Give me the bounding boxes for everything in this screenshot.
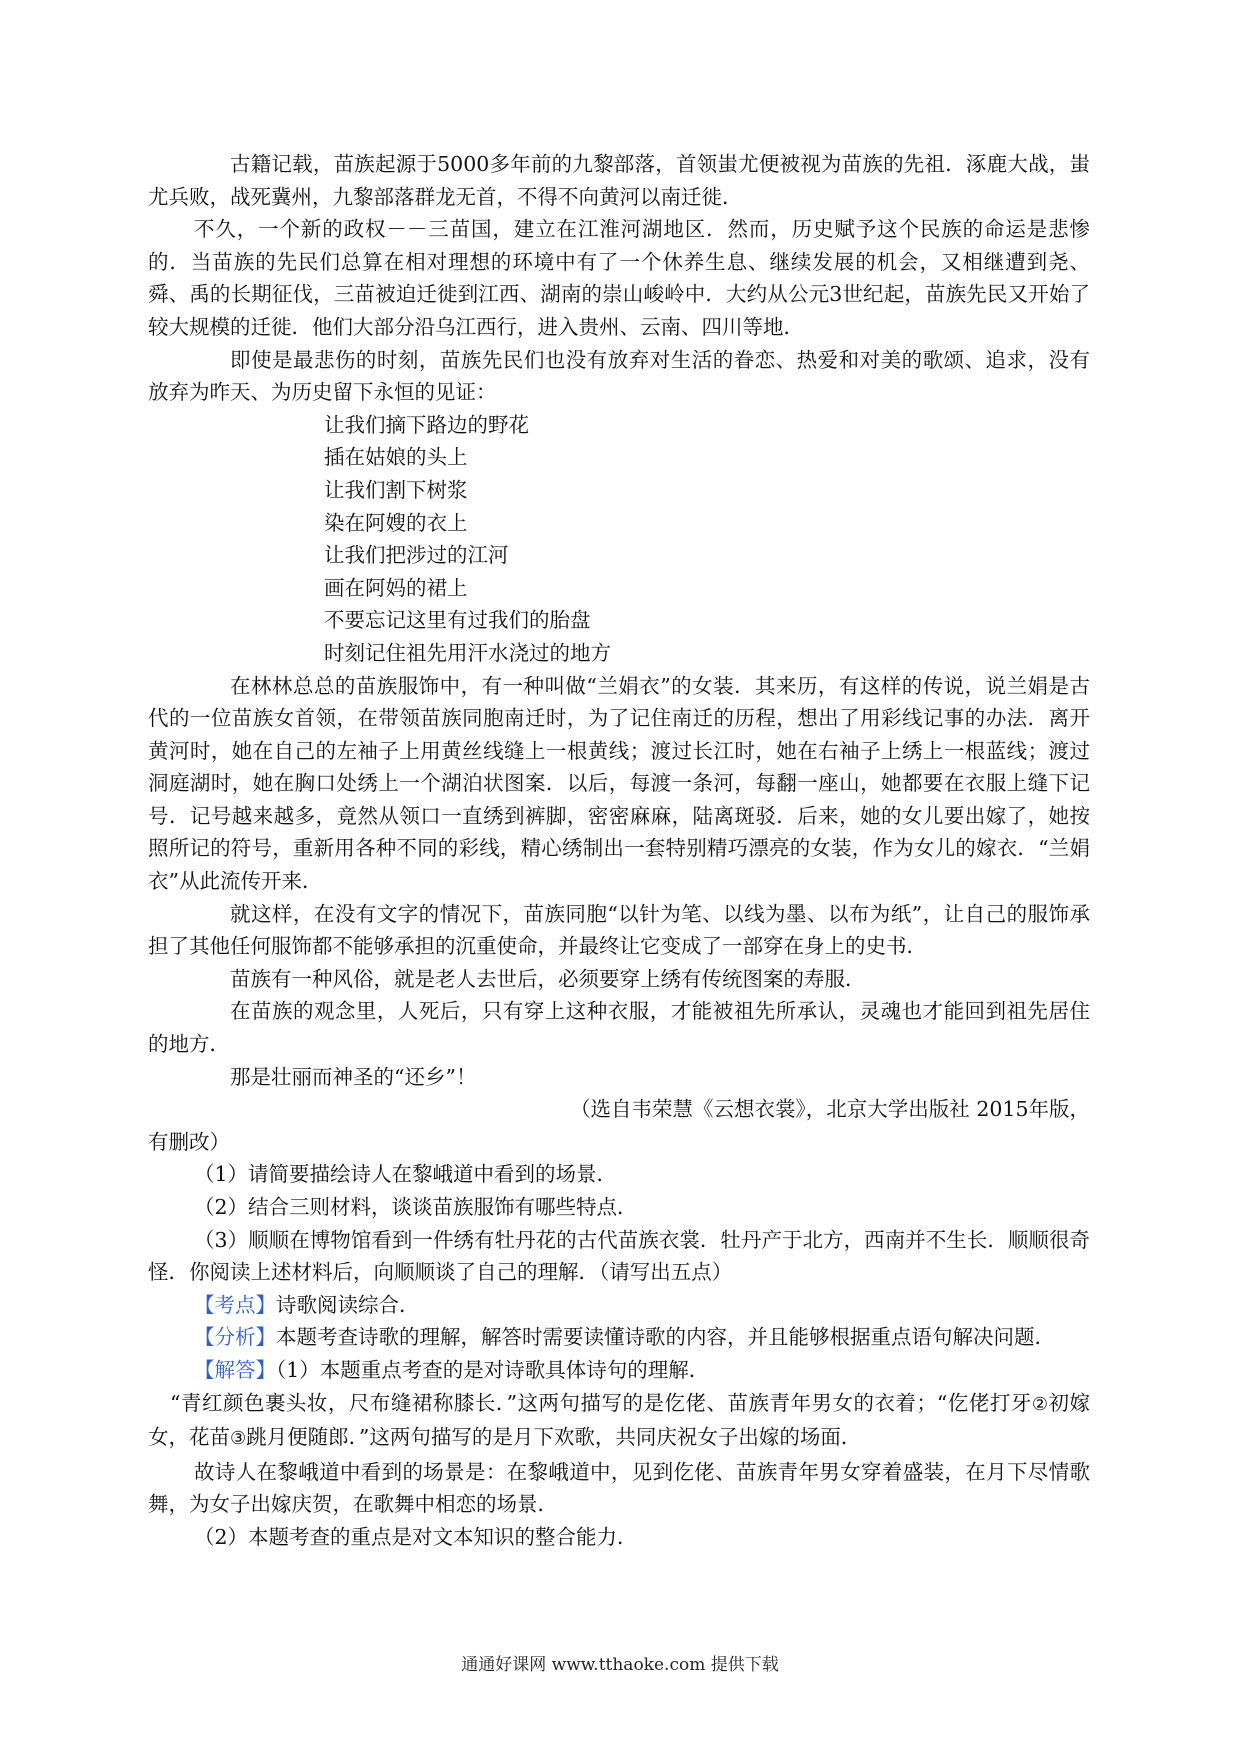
paragraph-custom: 苗族有一种风俗，就是老人去世后，必须要穿上绣有传统图案的寿服． [230, 966, 866, 991]
paragraph-sorrow: 即使是最悲伤的时刻，苗族先民们也没有放弃对生活的眷恋、热爱和对美的歌颂、追求，没有放弃为昨天、为历史留下永恒的见证： [148, 347, 1090, 405]
question-1: （1）请简要描绘诗人在黎峨道中看到的场景． [194, 1162, 618, 1187]
document-body [148, 148, 1090, 1554]
poem-line: 让我们割下树浆 [324, 477, 468, 502]
source-citation: （选自韦荣慧《云想衣裳》，北京大学出版社 2015年版， [570, 1097, 1090, 1122]
paragraph-belief: 在苗族的观念里，人死后，只有穿上这种衣服，才能被祖先所承认，灵魂也才能回到祖先居住的地方． [148, 999, 1090, 1057]
paragraph-origin: 古籍记载，苗族起源于5000多年前的九黎部落，首领蚩尤便被视为苗族的先祖．涿鹿大战，蚩尤兵败，战死冀州，九黎部落群龙无首，不得不向黄河以南迁徙． [148, 152, 1090, 209]
answer-1-detail [148, 1387, 1090, 1456]
paragraph-sanmiao: 不久，一个新的政权－－三苗国，建立在江淮河湖地区．然而，历史赋予这个民族的命运是悲惨的．当苗族的先民们总算在相对理想的环境中有了一个休养生息、继续发展的机会，又相继遭到尧、舜、禹的长期征伐，三苗被迫迁徙到江西、湖南的崇山峻岭中．大约从公元3世纪起，苗族先民又开始了较大规模的迁徙．他们大部分沿乌江西行，进入贵州、云南、四川等地． [148, 217, 1090, 339]
poem-line: 让我们把涉过的江河 [324, 543, 509, 568]
source-citation-cont: 有删改） [148, 1129, 230, 1154]
answer-1-part1: “青红颜色裹头妆，尺布缝裙称膝长．”这两句描写的是仡佬、苗族青年男女的衣着；“仡佬打牙 [170, 1390, 1032, 1415]
kaodian-tag: 【考点】 [194, 1292, 276, 1317]
answer-2-intro: （2）本题考查的重点是对文本知识的整合能力． [194, 1524, 638, 1549]
poem-line: 让我们摘下路边的野花 [324, 412, 529, 437]
question-3: （3）顺顺在博物馆看到一件绣有牡丹花的古代苗族衣裳．牡丹产于北方，西南并不生长．顺顺很奇怪．你阅读上述材料后，向顺顺谈了自己的理解．（请写出五点） [148, 1227, 1090, 1285]
fenxi-line [148, 1321, 1090, 1354]
footnote-mark-2: ② [1031, 1393, 1049, 1415]
answer-1-summary: 故诗人在黎峨道中看到的场景是：在黎峨道中，见到仡佬、苗族青年男女穿着盛装，在月下尽情歌舞，为女子出嫁庆贺，在歌舞中相恋的场景． [148, 1459, 1090, 1517]
poem-line: 染在阿嫂的衣上 [324, 510, 468, 535]
question-2: （2）结合三则材料，谈谈苗族服饰有哪些特点． [194, 1195, 638, 1219]
footnote-mark-3: ③ [230, 1428, 247, 1450]
paragraph-return: 那是壮丽而神圣的“还乡”！ [230, 1064, 477, 1089]
poem-line: 画在阿妈的裙上 [324, 575, 468, 600]
paragraph-lanjuan: 在林林总总的苗族服饰中，有一种叫做“兰娟衣”的女装．其来历，有这样的传说，说兰娟是古代的一位苗族女首领，在带领苗族同胞南迁时，为了记住南迁的历程，想出了用彩线记事的办法．离开黄河时，她在自己的左袖子上用黄丝线缝上一根黄线；渡过长江时，她在右袖子上绣上一根蓝线；渡过洞庭湖时，她在胸口处绣上一个湖泊状图案．以后，每渡一条河，每翻一座山，她都要在衣服上缝下记号．记号越来越多，竟然从领口一直绣到裤脚，密密麻麻，陆离斑驳．后来，她的女儿要出嫁了，她按照所记的符号，重新用各种不同的彩线，精心绣制出一套特别精巧漂亮的女装，作为女儿的嫁衣．“兰娟衣”从此流传开来． [148, 673, 1090, 894]
fenxi-text: 本题考查诗歌的理解，解答时需要读懂诗歌的内容，并且能够根据重点语句解决问题． [276, 1325, 1055, 1350]
poem-block [324, 409, 1090, 670]
paragraph-history-book: 就这样，在没有文字的情况下，苗族同胞“以针为笔、以线为墨、以布为纸”，让自己的服饰承担了其他任何服饰都不能够承担的沉重使命，并最终让它变成了一部穿在身上的史书． [148, 901, 1090, 959]
kaodian-line [148, 1289, 1090, 1322]
page-footer: 通通好课网 www.tthaoke.com 提供下载 [461, 1655, 779, 1675]
jieda-tag: 【解答】 [194, 1357, 276, 1382]
kaodian-text: 诗歌阅读综合． [276, 1292, 420, 1317]
fenxi-tag: 【分析】 [194, 1325, 276, 1350]
poem-line: 插在姑娘的头上 [324, 445, 468, 470]
poem-line: 时刻记住祖先用汗水浇过的地方 [324, 640, 611, 665]
poem-line: 不要忘记这里有过我们的胎盘 [324, 608, 591, 633]
jieda-line [148, 1354, 1090, 1387]
answer-1-part2: 初嫁女，花苗 [148, 1390, 1091, 1450]
jieda-text: （1）本题重点考查的是对诗歌具体诗句的理解． [276, 1357, 710, 1382]
answer-1-part3: 跳月便随郎．”这两句描写的是月下欢歌，共同庆祝女子出嫁的场面． [246, 1425, 862, 1450]
